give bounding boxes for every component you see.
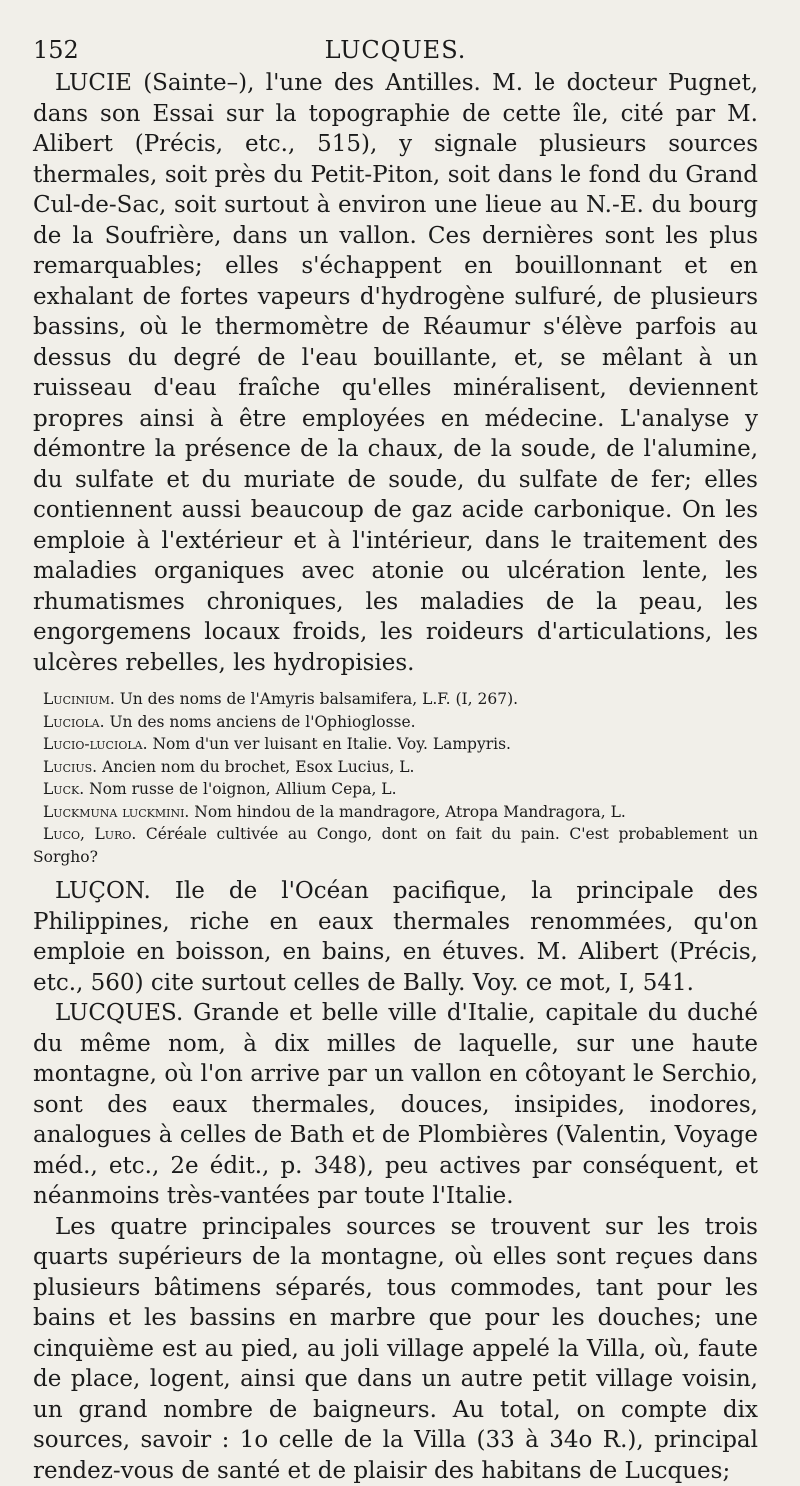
minor-entry: Luco, Luro. Céréale cultivée au Congo, dont on fait du pain. C'est probablement un Sorgho? <box>33 823 758 868</box>
minor-entries-list <box>33 688 758 868</box>
minor-entry: Lucius. Ancien nom du brochet, Esox Lucius, L. <box>33 756 758 779</box>
page-header <box>33 32 758 68</box>
entry-head: LUCQUES. <box>55 1000 183 1026</box>
minor-entry: Lucinium. Un des noms de l'Amyris balsamifera, L.F. (I, 267). <box>33 688 758 711</box>
page-number: 152 <box>33 32 79 68</box>
minor-entry: Lucio-luciola. Nom d'un ver luisant en Italie. Voy. Lampyris. <box>33 733 758 756</box>
entry-lucon <box>33 876 758 998</box>
minor-entry: Luckmuna luckmini. Nom hindou de la mandragore, Atropa Mandragora, L. <box>33 801 758 824</box>
book-page <box>33 32 758 1402</box>
minor-entry: Luciola. Un des noms anciens de l'Ophioglosse. <box>33 711 758 734</box>
entry-text: Grande et belle ville d'Italie, capitale du duché du même nom, à dix milles de laquelle, sur une haute montagne, où l'on arrive par un vallon en côtoyant le Serchio, sont des eaux thermales, douces, insipides, inodores, analogues à celles de Bath et de Plombières (Valentin, Voyage méd., etc., 2e édit., p. 348), peu actives par conséquent, et néanmoins très-vantées par toute l'Italie. <box>33 1000 758 1209</box>
entry-text: Ile de l'Océan pacifique, la principale des Philippines, riche en eaux thermales renommées, qu'on emploie en boisson, en bains, en étuves. M. Alibert (Précis, etc., 560) cite surtout celles de Bally. Voy. ce mot, I, 541. <box>33 878 758 996</box>
lucques-paragraph-2: Les quatre principales sources se trouvent sur les trois quarts supérieurs de la montagne, où elles sont reçues dans plusieurs bâtimens séparés, tous commodes, tant pour les bains et les bassins en marbre que pour les douches; une cinquième est au pied, au joli village appelé la Villa, où, faute de place, logent, ainsi que dans un autre petit village voisin, un grand nombre de baigneurs. Au total, on compte dix sources, savoir : 1o celle de la Villa (33 à 34o R.), principal rendez-vous de santé et de plaisir des habitans de Lucques; <box>33 1212 758 1486</box>
entry-head: LUÇON. <box>55 878 151 904</box>
running-title: LUCQUES. <box>33 32 758 68</box>
entry-lucques <box>33 998 758 1212</box>
entry-head: LUCIE <box>55 70 132 96</box>
minor-entry: Luck. Nom russe de l'oignon, Allium Cepa, L. <box>33 778 758 801</box>
entry-text: (Sainte–), l'une des Antilles. M. le docteur Pugnet, dans son Essai sur la topographie de cette île, cité par M. Alibert (Précis, etc., 515), y signale plusieurs sources thermales, soit près du Petit-Piton, soit dans le fond du Grand Cul-de-Sac, soit surtout à environ une lieue au N.-E. du bourg de la Soufrière, dans un vallon. Ces dernières sont les plus remarquables; elles s'échappent en bouillonnant et en exhalant de fortes vapeurs d'hydrogène sulfuré, de plusieurs bassins, où le thermomètre de Réaumur s'élève parfois au dessus du degré de l'eau bouillante, et, se mêlant à un ruisseau d'eau fraîche qu'elles minéralisent, deviennent propres ainsi à être employées en médecine. L'analyse y démontre la présence de la chaux, de la soude, de l'alumine, du sulfate et du muriate de soude, du sulfate de fer; elles contiennent aussi beaucoup de gaz acide carbonique. On les emploie à l'extérieur et à l'intérieur, dans le traitement des maladies organiques avec atonie ou ulcération lente, les rhumatismes chroniques, les maladies de la peau, les engorgemens locaux froids, les roideurs d'articulations, les ulcères rebelles, les hydropisies. <box>33 70 758 676</box>
entry-lucie <box>33 68 758 678</box>
